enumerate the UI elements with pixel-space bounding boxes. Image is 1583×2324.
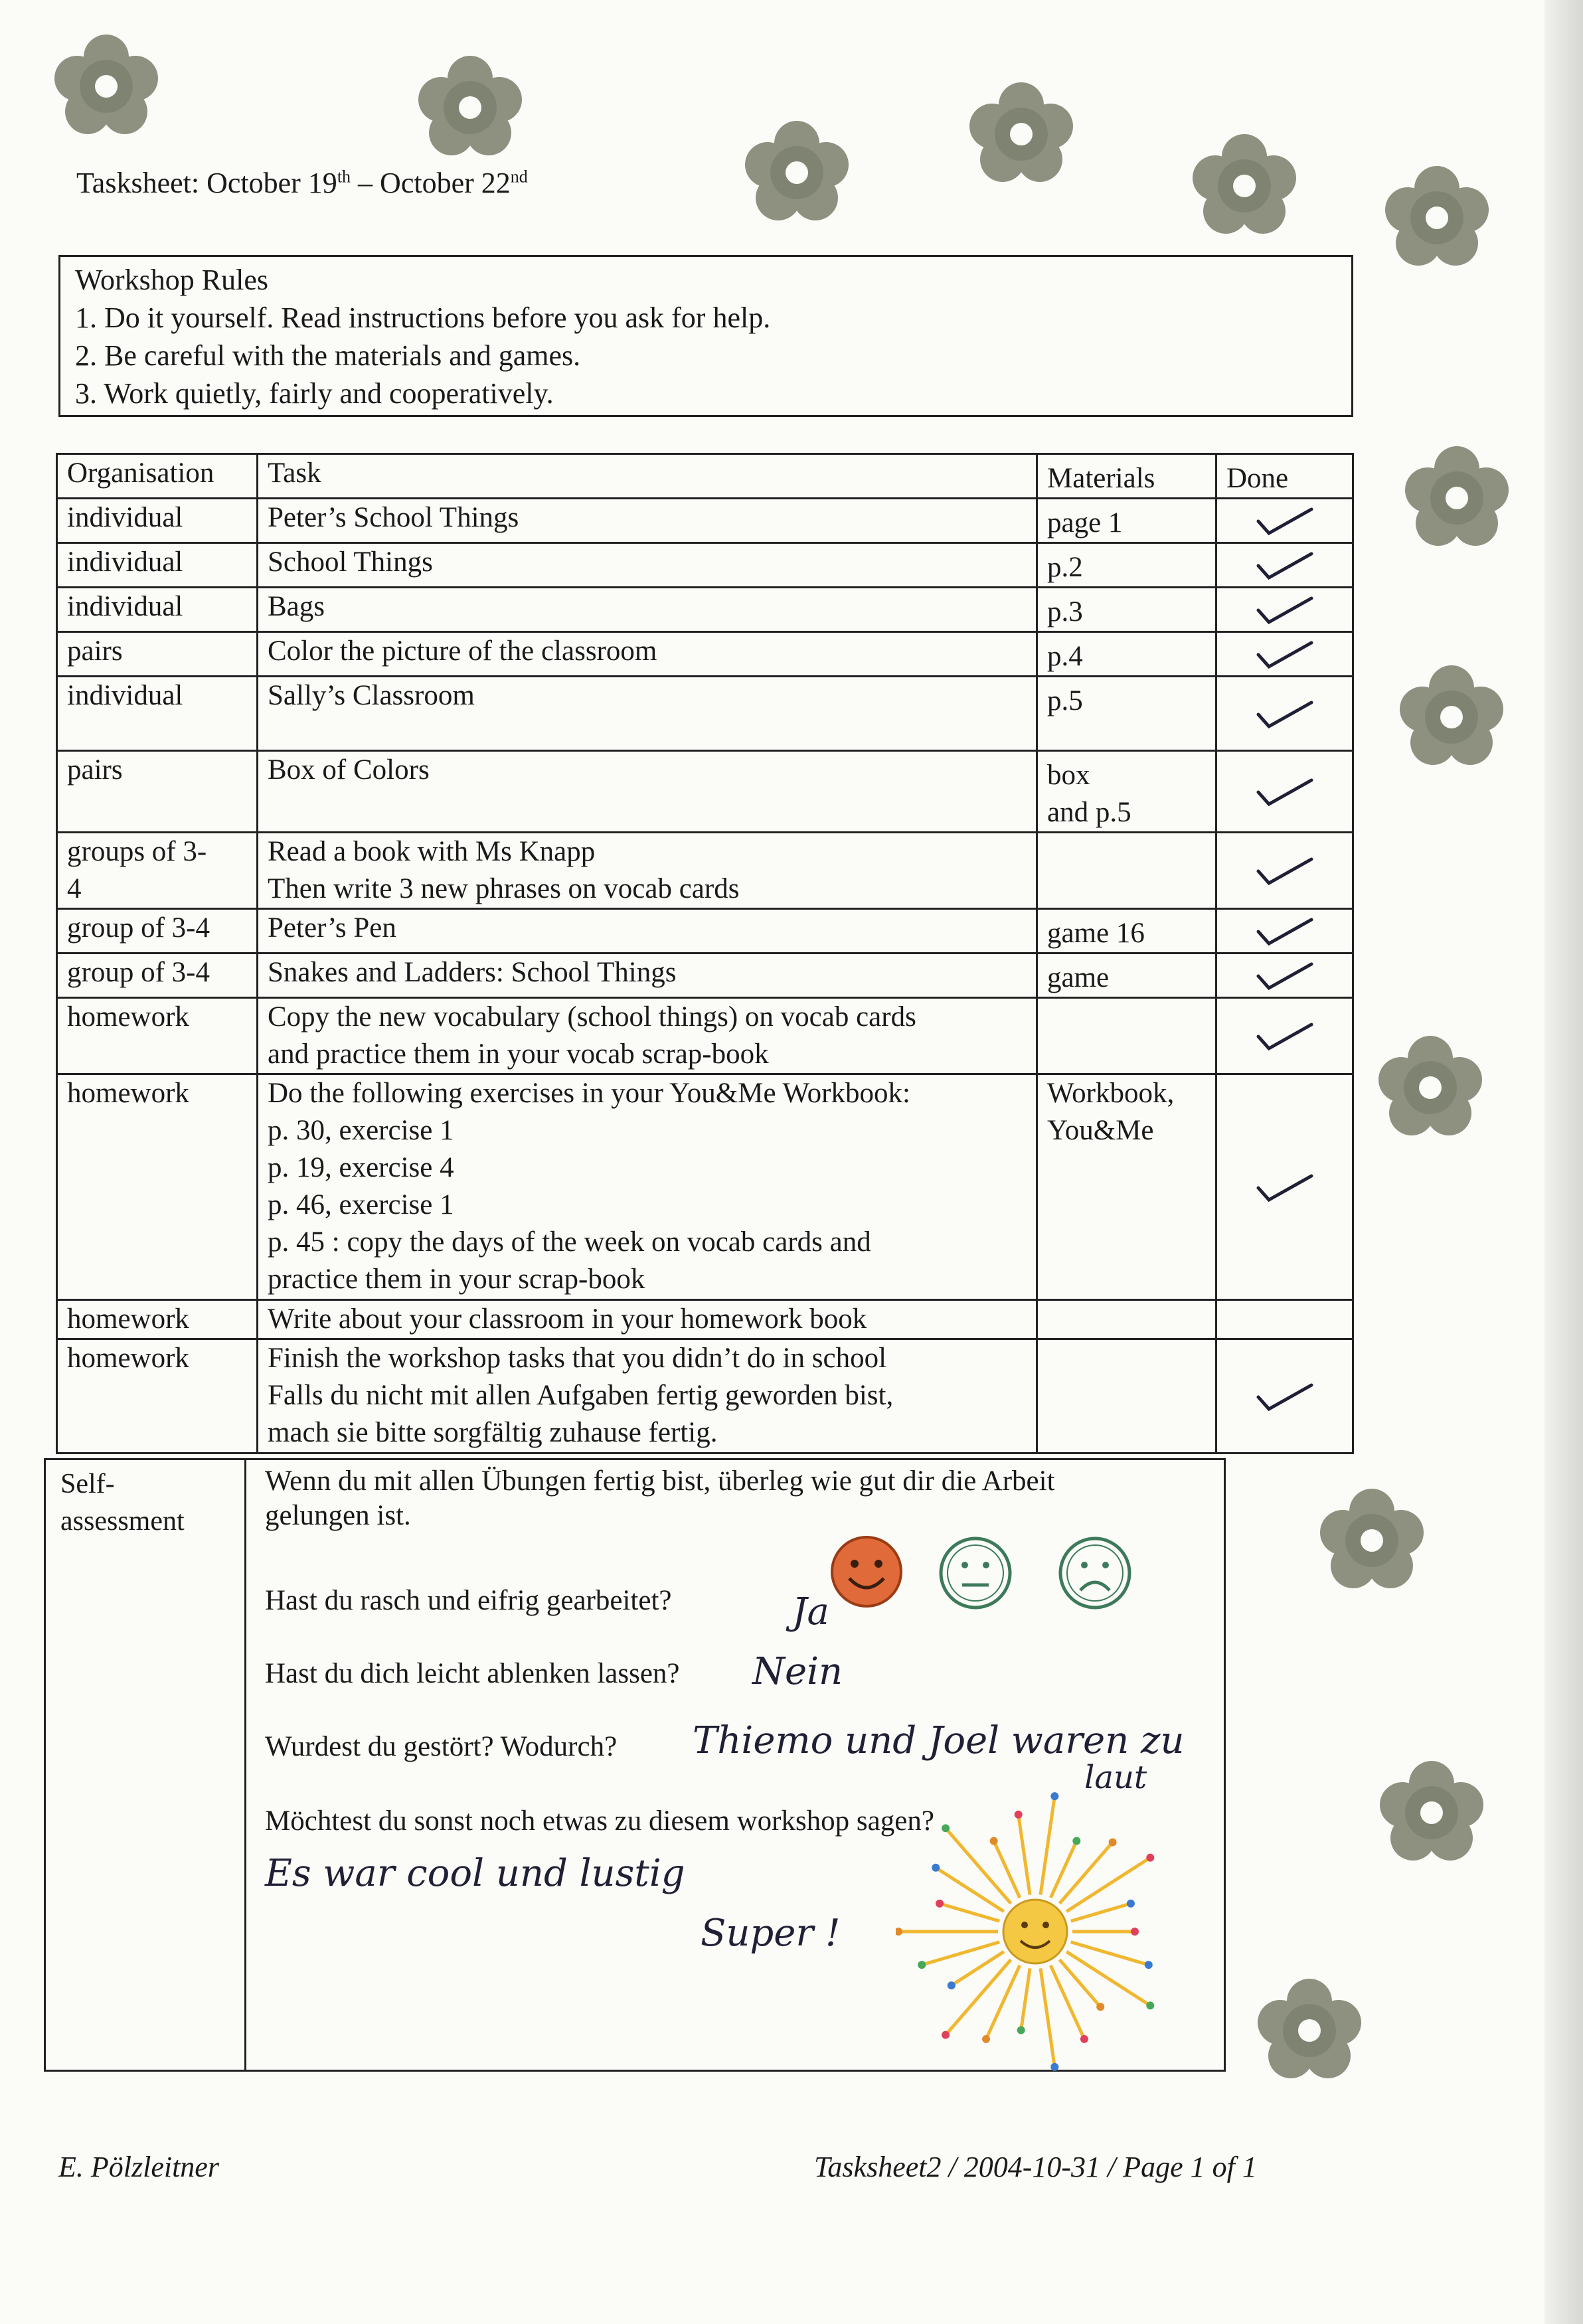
- sun-ray-tip: [1146, 1854, 1154, 1862]
- done-cell: [1216, 751, 1353, 833]
- table-row: [57, 1074, 1353, 1300]
- sun-ray-tip: [990, 1837, 998, 1845]
- sun-ray-tip: [1080, 2035, 1088, 2043]
- handwritten-check-icon: [1245, 697, 1325, 730]
- header-done: Done: [1216, 454, 1353, 499]
- materials-cell: page 1: [1037, 499, 1216, 543]
- done-cell: [1216, 833, 1353, 909]
- sun-ray-tip: [1109, 1838, 1117, 1846]
- flower-stamp-icon: [737, 113, 857, 232]
- materials-cell: [1037, 1300, 1216, 1339]
- sun-ray: [1060, 1842, 1113, 1903]
- flower-stamp-icon: [1312, 1481, 1432, 1600]
- sun-ray: [1071, 1904, 1131, 1921]
- question-disturbed: Wurdest du gestört? Wodurch?: [265, 1731, 618, 1762]
- handwritten-check-icon: [1245, 775, 1325, 808]
- done-cell: [1216, 1339, 1353, 1453]
- flower-stamp-icon: [1377, 158, 1497, 278]
- materials-cell: [1037, 833, 1216, 909]
- task-cell: Write about your classroom in your homework book: [258, 1300, 1037, 1339]
- handwritten-check-icon: [1245, 548, 1325, 582]
- answer-worked-fast: Ja: [792, 1590, 829, 1633]
- flower-stamp-icon: [1397, 438, 1517, 558]
- handwritten-check-icon: [1245, 1171, 1325, 1204]
- done-cell: [1216, 1074, 1353, 1300]
- task-cell: Do the following exercises in your You&Me Workbook: p. 30, exercise 1 p. 19, exercise 4 p. 46, exercise 1 p. 45 : copy the days of the week on vocab cards and practice them in your scrap-book: [258, 1074, 1037, 1300]
- question-worked-fast: Hast du rasch und eifrig gearbeitet?: [265, 1585, 672, 1616]
- sun-ray: [946, 1959, 1011, 2034]
- materials-cell: box and p.5: [1037, 751, 1216, 833]
- sun-ray-tip: [932, 1864, 940, 1872]
- handwritten-check-icon: [1245, 914, 1325, 948]
- materials-cell: Workbook, You&Me: [1037, 1074, 1216, 1300]
- footer-author: E. Pölzleitner: [58, 2151, 219, 2183]
- materials-cell: game: [1037, 954, 1216, 998]
- organisation-cell: pairs: [57, 632, 258, 677]
- table-row: [57, 998, 1353, 1074]
- table-header-row: [57, 454, 1353, 499]
- done-cell: [1216, 909, 1353, 954]
- materials-cell: p.4: [1037, 632, 1216, 677]
- done-cell: [1216, 677, 1353, 751]
- handwritten-check-icon: [1245, 1019, 1325, 1052]
- sun-ray-tip: [1050, 1792, 1058, 1800]
- done-cell: [1216, 632, 1353, 677]
- task-cell: School Things: [258, 543, 1037, 588]
- sun-ray-tip: [1072, 1837, 1080, 1845]
- handwritten-check-icon: [1245, 504, 1325, 537]
- sun-ray: [1066, 1858, 1150, 1912]
- flower-stamp-icon: [1185, 126, 1304, 246]
- organisation-cell: groups of 3- 4: [57, 833, 258, 909]
- rules-heading: Workshop Rules: [75, 264, 269, 296]
- organisation-cell: pairs: [57, 751, 258, 833]
- organisation-cell: homework: [57, 998, 258, 1074]
- page-title: Tasksheet: October 19th – October 22nd: [76, 167, 528, 199]
- task-cell: Read a book with Ms Knapp Then write 3 new phrases on vocab cards: [258, 833, 1037, 909]
- table-row: [57, 677, 1353, 751]
- organisation-cell: homework: [57, 1074, 258, 1300]
- table-row: [57, 499, 1353, 543]
- flower-stamp-icon: [1372, 1753, 1491, 1872]
- flower-stamp-icon: [1392, 657, 1511, 777]
- table-row: [57, 632, 1353, 677]
- sun-ray-tip: [1127, 1900, 1135, 1908]
- sun-ray-tip: [942, 1824, 950, 1832]
- sun-ray-tip: [948, 1981, 956, 1989]
- sun-ray-tip: [1015, 1811, 1023, 1819]
- organisation-cell: homework: [57, 1339, 258, 1453]
- sun-ray-tip: [982, 2035, 990, 2043]
- footer-document-info: Tasksheet2 / 2004-10-31 / Page 1 of 1: [814, 2151, 1257, 2183]
- organisation-cell: group of 3-4: [57, 909, 258, 954]
- done-cell: [1216, 954, 1353, 998]
- handwritten-check-icon: [1245, 593, 1325, 626]
- handwritten-check-icon: [1245, 637, 1325, 671]
- sun-ray-tip: [1096, 2003, 1104, 2011]
- organisation-cell: individual: [57, 499, 258, 543]
- header-organisation: Organisation: [57, 454, 258, 499]
- self-assessment-box: [44, 1458, 1226, 2072]
- sun-ray-tip: [1131, 1928, 1139, 1936]
- header-task: Task: [258, 454, 1037, 499]
- handwritten-check-icon: [1245, 1380, 1325, 1413]
- sun-ray-tip: [1145, 1961, 1153, 1969]
- sun-ray-tip: [896, 1928, 902, 1936]
- task-cell: Bags: [258, 588, 1037, 632]
- materials-cell: p.2: [1037, 543, 1216, 588]
- sun-ray-tip: [1017, 2026, 1025, 2034]
- task-cell: Sally’s Classroom: [258, 677, 1037, 751]
- materials-cell: p.5: [1037, 677, 1216, 751]
- table-row: [57, 751, 1353, 833]
- handwritten-check-icon: [1245, 959, 1325, 992]
- materials-cell: p.3: [1037, 588, 1216, 632]
- task-cell: Finish the workshop tasks that you didn’t do in school Falls du nicht mit allen Aufgaben fertig geworden bist, mach sie bitte sorgfältig zuhause fertig.: [258, 1339, 1037, 1453]
- table-row: [57, 833, 1353, 909]
- rule-item: 2. Be careful with the materials and games.: [75, 339, 581, 372]
- task-cell: Peter’s Pen: [258, 909, 1037, 954]
- answer-distracted: Nein: [752, 1650, 843, 1693]
- organisation-cell: group of 3-4: [57, 954, 258, 998]
- sun-ray-tip: [936, 1900, 944, 1908]
- table-row: [57, 543, 1353, 588]
- sun-drawing-icon: [896, 1792, 1175, 2071]
- sun-ray: [952, 1951, 1004, 1985]
- flower-stamp-icon: [410, 48, 530, 167]
- neutral-face-icon: [936, 1533, 1015, 1613]
- sun-ray-tip: [1050, 2063, 1058, 2071]
- task-cell: Color the picture of the classroom: [258, 632, 1037, 677]
- rule-item: 3. Work quietly, fairly and cooperatively.: [75, 377, 554, 410]
- done-cell: [1216, 998, 1353, 1074]
- page-edge-shadow: [1544, 0, 1583, 2324]
- sun-ray: [1041, 1796, 1054, 1894]
- sun-ray-tip: [1146, 2001, 1154, 2009]
- header-materials: Materials: [1037, 454, 1216, 499]
- sun-ray-tip: [942, 2031, 950, 2039]
- flower-stamp-icon: [46, 27, 166, 146]
- handwritten-check-icon: [1245, 854, 1325, 887]
- materials-cell: [1037, 1339, 1216, 1453]
- answer-disturbed-line1: Thiemo und Joel waren zu: [693, 1719, 1185, 1762]
- task-cell: Box of Colors: [258, 751, 1037, 833]
- organisation-cell: individual: [57, 588, 258, 632]
- sun-ray: [1066, 1951, 1150, 2005]
- done-cell: [1216, 543, 1353, 588]
- task-cell: Snakes and Ladders: School Things: [258, 954, 1037, 998]
- task-cell: Copy the new vocabulary (school things) on vocab cards and practice them in your vocab scrap-book: [258, 998, 1037, 1074]
- done-cell: [1216, 588, 1353, 632]
- organisation-cell: individual: [57, 543, 258, 588]
- happy-face-selected-icon: [827, 1532, 906, 1612]
- table-row: [57, 909, 1353, 954]
- table-row: [57, 954, 1353, 998]
- task-table: [56, 453, 1354, 1454]
- sun-ray: [1050, 1965, 1084, 2039]
- workshop-rules-box: [58, 255, 1353, 417]
- sun-ray: [1021, 1968, 1030, 2030]
- sad-face-icon: [1055, 1533, 1135, 1613]
- table-row: [57, 1339, 1353, 1453]
- sun-ray: [1041, 1968, 1054, 2066]
- flower-stamp-icon: [1250, 1971, 1369, 2090]
- table-row: [57, 588, 1353, 632]
- question-distracted: Hast du dich leicht ablenken lassen?: [265, 1658, 680, 1689]
- sun-ray: [986, 1965, 1020, 2039]
- materials-cell: [1037, 998, 1216, 1074]
- sun-ray: [940, 1904, 999, 1921]
- sun-ray-tip: [918, 1961, 926, 1969]
- answer-super: Super !: [701, 1912, 841, 1955]
- task-cell: Peter’s School Things: [258, 499, 1037, 543]
- self-assessment-label: Self- assessment: [46, 1460, 246, 2070]
- answer-disturbed-line2: laut: [1084, 1759, 1147, 1796]
- rule-item: 1. Do it yourself. Read instructions before you ask for help.: [75, 301, 771, 334]
- table-row: [57, 1300, 1353, 1339]
- organisation-cell: homework: [57, 1300, 258, 1339]
- question-anything-else: Möchtest du sonst noch etwas zu diesem workshop sagen?: [265, 1805, 934, 1837]
- organisation-cell: individual: [57, 677, 258, 751]
- flower-stamp-icon: [1371, 1028, 1490, 1147]
- flower-stamp-icon: [961, 74, 1081, 194]
- materials-cell: game 16: [1037, 909, 1216, 954]
- sun-ray: [1019, 1815, 1030, 1895]
- answer-comment: Es war cool und lustig: [265, 1852, 685, 1895]
- done-cell: [1216, 1300, 1353, 1339]
- done-cell: [1216, 499, 1353, 543]
- self-intro: Wenn du mit allen Übungen fertig bist, überleg wie gut dir die Arbeit gelungen ist.: [265, 1465, 1055, 1531]
- sun-ray: [946, 1828, 1011, 1903]
